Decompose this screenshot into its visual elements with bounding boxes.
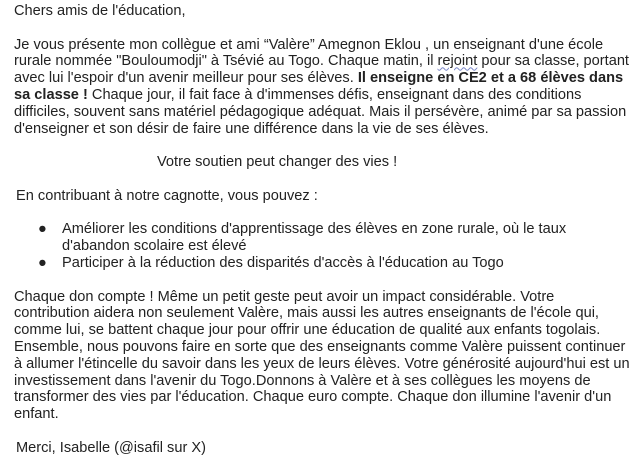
support-tagline: Votre soutien peut changer des vies !: [157, 154, 398, 171]
intro-text-part3: Chaque jour, il fait face à d'immenses défis, enseignant dans des conditions difficiles, souvent sans matériel pédagogique adéquat. Mais il persévère, animé par sa passion d'enseigner et son désir de faire une différence dans la vie de ses élèves.: [14, 86, 627, 137]
bullet-icon: ●: [38, 254, 47, 271]
closing-paragraph: Chaque don compte ! Même un petit geste peut avoir un impact considérable. Votre contribution aidera non seulement Valère, mais aussi les autres enseignants de l'école qui, comme lui, se battent chaque jour pour offrir une éducation de qualité aux enfants togolais. Ensemble, nous pouvons faire en sorte que des enseignants comme Valère puissent continuer à allumer l'étincelle du savoir dans les yeux de leurs élèves. Votre générosité aujourd'hui est un investissement dans l'avenir du Togo.Donnons à Valère et à ses collègues les moyens de transformer des vies par l'éducation. Chaque euro compte. Chaque don illumine l'avenir d'un enfant.: [14, 288, 630, 423]
list-item: [14, 255, 630, 272]
intro-text-part1: Je vous présente mon collègue et ami “Valère” Amegnon Eklou , un enseignant d'une école rurale nommée "Bouloumodji" à Tsévié au Togo. Chaque matin, il: [14, 36, 604, 70]
greeting-line: Chers amis de l'éducation,: [14, 3, 186, 19]
spellcheck-flagged-word: rejoint: [437, 53, 478, 70]
intro-text-part2: pour sa classe, portant avec lui l'espoir d'un avenir meilleur pour ses élèves.: [14, 53, 629, 87]
contribution-list: [14, 221, 630, 271]
list-item: [14, 221, 630, 255]
intro-paragraph: [14, 37, 630, 138]
list-item-text: Améliorer les conditions d'apprentissage des élèves en zone rurale, où le taux d'abandon scolaire est élevé: [62, 221, 567, 255]
letter-document: [14, 3, 630, 457]
intro-bold-statement: Il enseigne en CE2 et a 68 élèves dans sa classe !: [14, 70, 624, 103]
signature-line: Merci, Isabelle (@isafil sur X): [16, 439, 206, 456]
bullet-icon: ●: [38, 221, 47, 238]
list-item-text: Participer à la réduction des disparités d'accès à l'éducation au Togo: [62, 254, 504, 271]
contribution-lead: En contribuant à notre cagnotte, vous pouvez :: [16, 187, 318, 204]
